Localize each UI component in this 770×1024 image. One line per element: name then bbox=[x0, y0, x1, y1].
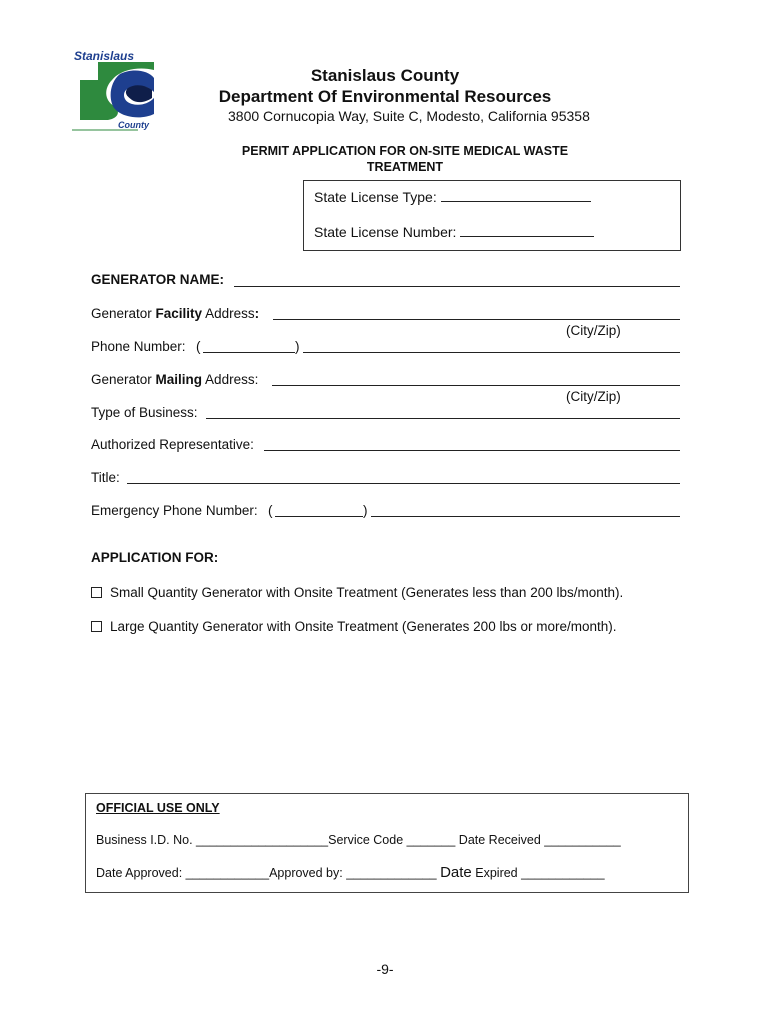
facility-suffix: Address bbox=[202, 306, 255, 321]
facility-prefix: Generator bbox=[91, 306, 156, 321]
official-use-heading: OFFICIAL USE ONLY bbox=[96, 801, 220, 815]
generator-name-label: GENERATOR NAME: bbox=[91, 272, 225, 287]
permit-title-line2: TREATMENT bbox=[366, 160, 444, 174]
mailing-address-field[interactable] bbox=[272, 385, 680, 386]
official-row-2 bbox=[96, 864, 605, 881]
facility-bold: Facility bbox=[155, 306, 203, 321]
emergency-open-paren: ( bbox=[268, 503, 273, 518]
permit-title bbox=[220, 143, 590, 175]
date-received-field[interactable]: Date Received ___________ bbox=[458, 833, 621, 847]
phone-number-field[interactable] bbox=[303, 352, 680, 353]
svg-text:County: County bbox=[118, 120, 149, 130]
mailing-suffix: Address: bbox=[202, 372, 259, 387]
approved-by-field[interactable]: Approved by: _____________ bbox=[269, 866, 437, 880]
dept-name: Department Of Environmental Resources bbox=[218, 87, 552, 106]
official-use-box bbox=[85, 793, 689, 893]
business-id-field[interactable]: Business I.D. No. ___________________ bbox=[96, 833, 329, 847]
facility-address-label bbox=[91, 306, 259, 321]
authorized-rep-field[interactable] bbox=[264, 450, 680, 451]
city-zip-label-2: (City/Zip) bbox=[566, 389, 621, 404]
large-quantity-label: Large Quantity Generator with Onsite Treatment (Generates 200 lbs or more/month). bbox=[110, 619, 617, 634]
license-type-row bbox=[314, 189, 591, 205]
license-type-label: State License Type: bbox=[314, 189, 437, 205]
business-type-field[interactable] bbox=[206, 418, 680, 419]
license-type-field[interactable] bbox=[441, 189, 591, 202]
large-quantity-option[interactable] bbox=[91, 619, 617, 634]
emergency-phone-label: Emergency Phone Number: bbox=[91, 503, 258, 518]
service-code-field[interactable]: Service Code _______ bbox=[328, 833, 456, 847]
date-word: Date bbox=[440, 864, 472, 881]
phone-close-paren: ) bbox=[295, 339, 300, 354]
phone-area-code-field[interactable] bbox=[203, 352, 295, 353]
license-number-row bbox=[314, 224, 594, 240]
emergency-area-code-field[interactable] bbox=[275, 516, 363, 517]
org-name: Stanislaus County bbox=[310, 66, 460, 85]
small-quantity-option[interactable] bbox=[91, 585, 623, 600]
title-field[interactable] bbox=[127, 483, 680, 484]
title-label: Title: bbox=[91, 470, 120, 485]
mailing-bold: Mailing bbox=[155, 372, 203, 387]
phone-open-paren: ( bbox=[196, 339, 201, 354]
emergency-close-paren: ) bbox=[363, 503, 368, 518]
small-quantity-label: Small Quantity Generator with Onsite Treatment (Generates less than 200 lbs/month). bbox=[110, 585, 624, 600]
license-number-label: State License Number: bbox=[314, 224, 457, 240]
authorized-rep-label: Authorized Representative: bbox=[91, 437, 254, 452]
mailing-address-label bbox=[91, 372, 258, 387]
license-box bbox=[303, 180, 681, 251]
page-number: -9- bbox=[376, 961, 394, 977]
phone-label-text: Phone Number: bbox=[91, 339, 186, 354]
small-quantity-checkbox[interactable] bbox=[91, 587, 102, 598]
emergency-number-field[interactable] bbox=[371, 516, 680, 517]
org-address: 3800 Cornucopia Way, Suite C, Modesto, California 95358 bbox=[228, 108, 590, 124]
facility-address-field[interactable] bbox=[273, 319, 680, 320]
svg-text:Stanislaus: Stanislaus bbox=[74, 49, 135, 63]
expired-field[interactable]: Expired ____________ bbox=[475, 866, 605, 880]
city-zip-label-1: (City/Zip) bbox=[566, 323, 621, 338]
business-type-label: Type of Business: bbox=[91, 405, 198, 420]
application-for-heading: APPLICATION FOR: bbox=[91, 550, 219, 565]
facility-colon: : bbox=[254, 306, 260, 321]
generator-name-field[interactable] bbox=[234, 286, 680, 287]
official-row-1 bbox=[96, 833, 621, 847]
large-quantity-checkbox[interactable] bbox=[91, 621, 102, 632]
permit-title-line1: PERMIT APPLICATION FOR ON-SITE MEDICAL WASTE bbox=[241, 144, 569, 158]
phone-label bbox=[91, 339, 186, 354]
mailing-prefix: Generator bbox=[91, 372, 156, 387]
date-approved-field[interactable]: Date Approved: ____________ bbox=[96, 866, 270, 880]
license-number-field[interactable] bbox=[460, 224, 594, 237]
